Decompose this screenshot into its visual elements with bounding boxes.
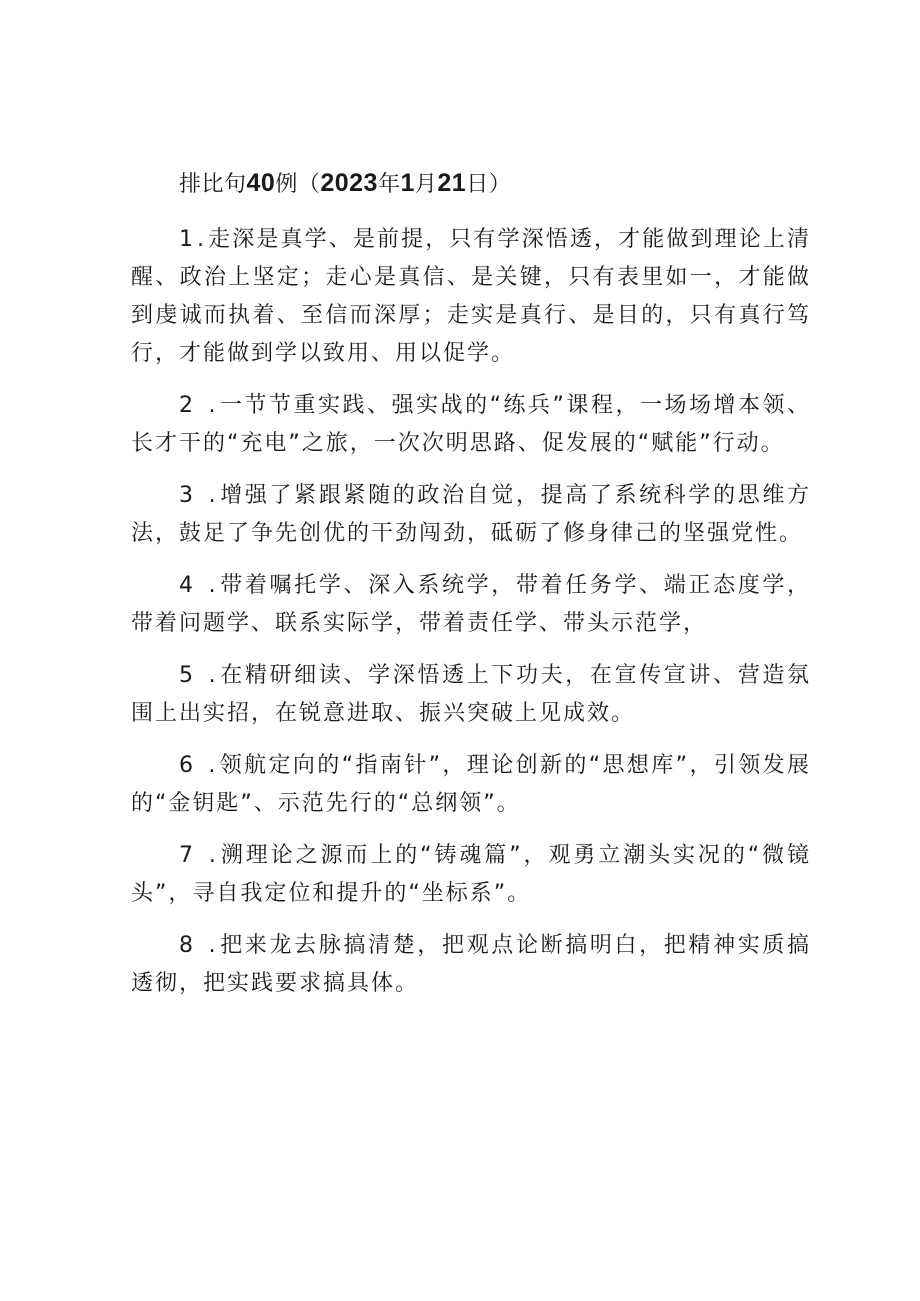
title-month-unit: 月 [414, 172, 438, 197]
item-text: 在精研细读、学深悟透上下功夫，在宣传宣讲、营造氛围上出实招，在锐意进取、振兴突破上见成效。 [131, 663, 811, 726]
item-number: 2 . [179, 393, 220, 418]
title-month: 1 [400, 169, 415, 197]
list-item [131, 387, 811, 463]
list-item [131, 927, 811, 1003]
title-prefix: 排比句 [179, 172, 247, 197]
item-number: 4 . [179, 573, 220, 598]
list-item [131, 477, 811, 553]
item-number: 7 . [179, 843, 220, 868]
document-body [131, 165, 811, 1017]
item-text: 一节节重实践、强实战的“练兵”课程，一场场增本领、长才干的“充电”之旅，一次次明思路、促发展的“赋能”行动。 [131, 393, 812, 456]
list-item [131, 567, 811, 643]
item-number: 5 . [179, 663, 220, 688]
title-day: 21 [437, 169, 467, 197]
list-item [131, 657, 811, 733]
item-number: 3 . [179, 483, 220, 508]
item-text: 把来龙去脉搞清楚，把观点论断搞明白，把精神实质搞透彻，把实践要求搞具体。 [131, 933, 811, 996]
item-number: 8 . [179, 933, 220, 958]
title-year-unit: 年 [377, 172, 401, 197]
item-text: 增强了紧跟紧随的政治自觉，提高了系统科学的思维方法，鼓足了争先创优的干劲闯劲，砥砺了修身律己的坚强党性。 [131, 483, 811, 546]
item-text: 溯理论之源而上的“铸魂篇”，观勇立潮头实况的“微镜头”，寻自我定位和提升的“坐标系”。 [131, 843, 811, 906]
list-item [131, 747, 811, 823]
item-text: 领航定向的“指南针”，理论创新的“思想库”，引领发展的“金钥匙”、示范先行的“总纲领”。 [131, 753, 812, 816]
title-mid: 例（ [275, 172, 321, 197]
list-item [131, 837, 811, 913]
title-year: 2023 [320, 169, 378, 197]
item-text: 走深是真学、是前提，只有学深悟透，才能做到理论上清醒、政治上坚定；走心是真信、是关键，只有表里如一，才能做到虔诚而执着、至信而深厚；走实是真行、是目的，只有真行笃行，才能做到学以致用、用以促学。 [131, 227, 811, 366]
title-day-unit: 日） [466, 172, 512, 197]
item-number: 6 . [179, 753, 220, 778]
list-item [131, 221, 811, 373]
item-text: 带着嘱托学、深入系统学，带着任务学、端正态度学，带着问题学、联系实际学，带着责任学、带头示范学， [131, 573, 811, 636]
document-title [131, 165, 811, 203]
item-number: 1. [179, 227, 208, 252]
title-count: 40 [246, 169, 276, 197]
